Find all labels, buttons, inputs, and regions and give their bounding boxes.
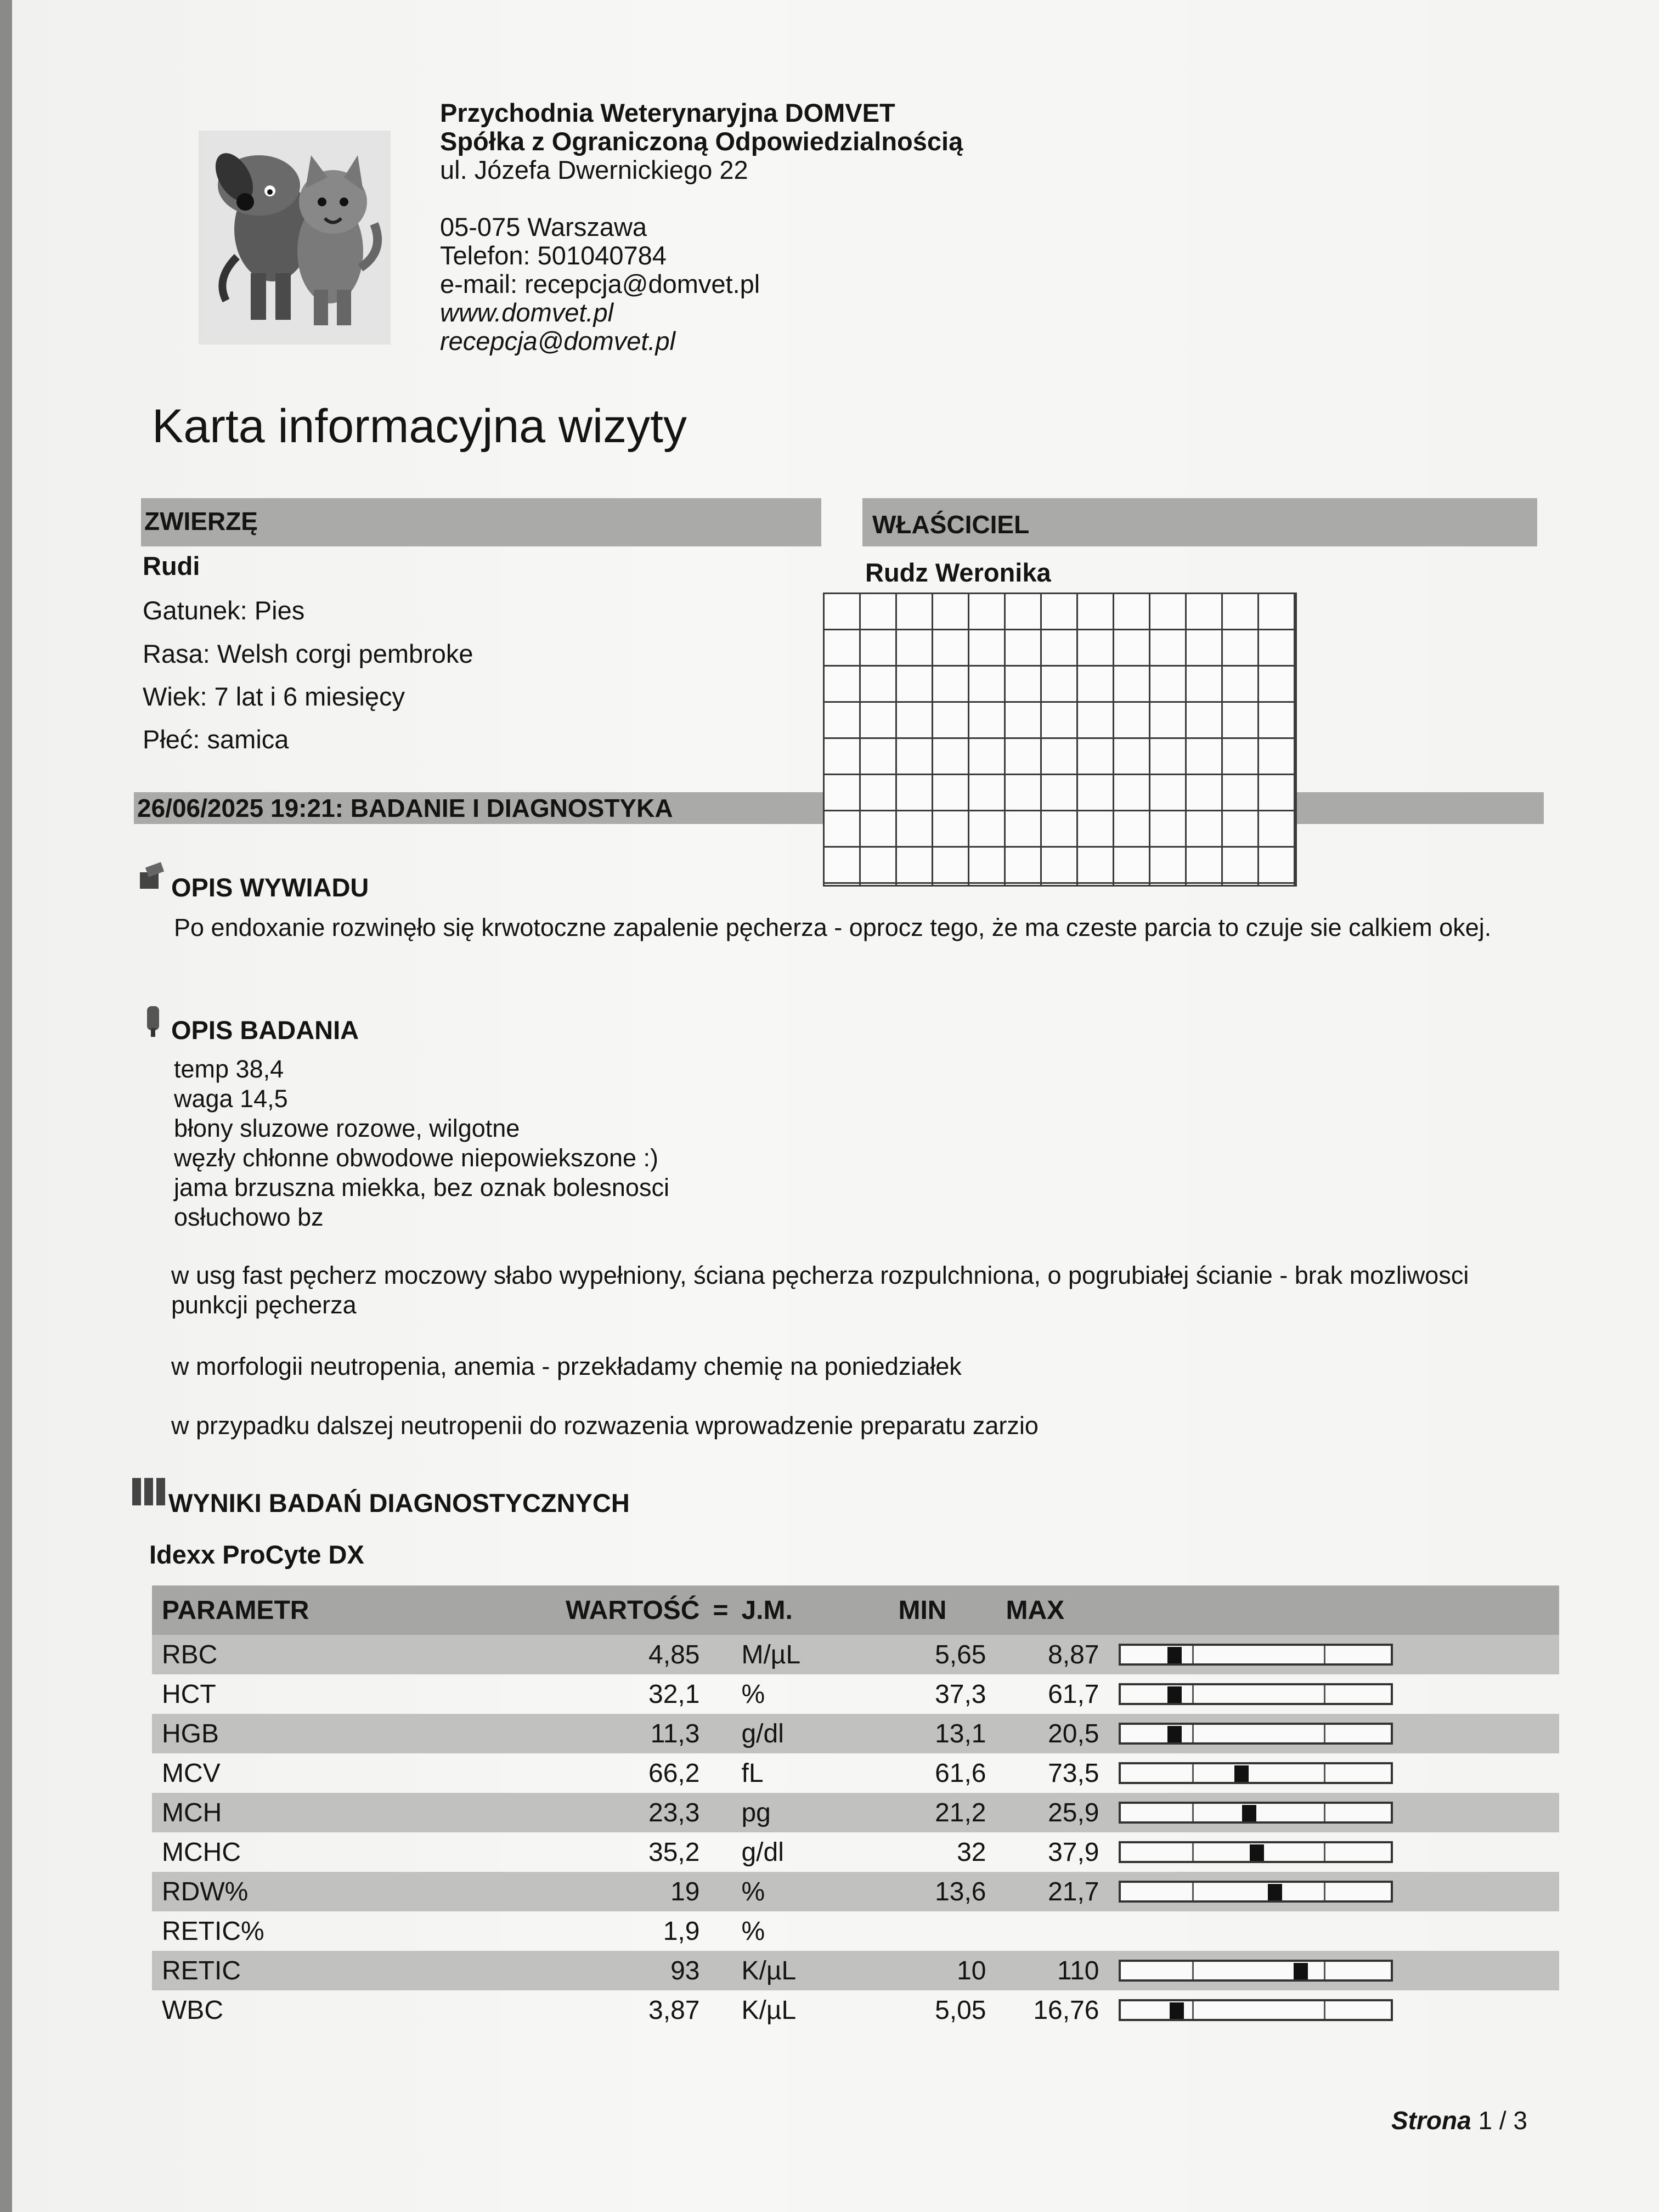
result-range-cell [1109, 1635, 1559, 1674]
clinic-website: www.domvet.pl [440, 298, 614, 327]
range-marker [1170, 2002, 1184, 2019]
owner-name: Rudz Weronika [865, 558, 1051, 587]
result-param: RDW% [152, 1872, 556, 1911]
range-max-line [1324, 1883, 1325, 1900]
col-min: MIN [888, 1585, 996, 1635]
range-min-line [1192, 1962, 1194, 1979]
clinic-company: Spółka z Ograniczoną Odpowiedzialnością [440, 127, 963, 156]
result-min: 10 [888, 1951, 996, 1990]
result-unit: M/µL [731, 1635, 888, 1674]
result-range-cell [1109, 1714, 1559, 1753]
result-value: 32,1 [648, 1679, 700, 1709]
exam-lymph: węzły chłonne obwodowe niepowiekszone :) [174, 1144, 659, 1172]
page-title: Karta informacyjna wizyty [152, 400, 687, 453]
range-marker [1268, 1884, 1282, 1900]
exam-usg: w usg fast pęcherz moczowy słabo wypełniony, ściana pęcherza rozpulchniona, o pogrubiałej ścianie - brak mozliwosci punkcji pęcherza [171, 1261, 1469, 1319]
exam-abdomen: jama brzuszna miekka, bez oznak bolesnosci [174, 1173, 669, 1201]
animal-age: Wiek: 7 lat i 6 miesięcy [143, 682, 405, 711]
clinic-info [440, 99, 963, 356]
range-min-line [1192, 1764, 1194, 1782]
result-unit: pg [731, 1793, 888, 1832]
result-row [152, 1872, 1559, 1911]
result-param: RETIC [152, 1951, 556, 1990]
col-eq: = [709, 1585, 731, 1635]
animal-name: Rudi [143, 551, 200, 580]
clinic-city: 05-075 Warszawa [440, 212, 647, 241]
result-unit: g/dl [741, 1837, 784, 1867]
clinic-email: e-mail: recepcja@domvet.pl [440, 269, 760, 298]
results-header-row [152, 1585, 1559, 1635]
exam-auscultation: osłuchowo bz [174, 1203, 324, 1231]
range-max-line [1324, 1764, 1325, 1782]
result-row [152, 1951, 1559, 1990]
result-min: 5,05 [935, 1995, 986, 2025]
result-min: 37,3 [935, 1679, 986, 1709]
range-marker [1234, 1765, 1249, 1782]
result-value: 1,9 [663, 1916, 700, 1946]
result-value: 3,87 [648, 1995, 700, 2025]
animal-header: ZWIERZĘ [141, 498, 821, 546]
result-param: MCV [162, 1758, 221, 1788]
clinic-logo [193, 125, 396, 350]
animal-species: Gatunek: Pies [143, 596, 305, 625]
result-min: 13,1 [888, 1714, 996, 1753]
result-unit: % [741, 1679, 765, 1709]
result-eq [709, 1872, 731, 1911]
result-min: 32 [957, 1837, 986, 1867]
result-max: 37,9 [1048, 1837, 1099, 1867]
range-bar [1119, 1723, 1393, 1745]
result-eq [709, 1911, 731, 1951]
result-unit: K/µL [731, 1951, 888, 1990]
result-range-cell [1109, 1793, 1559, 1832]
result-value: 4,85 [556, 1635, 709, 1674]
animal-breed: Rasa: Welsh corgi pembroke [143, 639, 473, 668]
result-eq [709, 1753, 731, 1793]
result-eq [709, 1951, 731, 1990]
result-range-cell [1109, 1753, 1559, 1793]
results-device: Idexx ProCyte DX [149, 1540, 364, 1569]
col-max: MAX [996, 1585, 1109, 1635]
result-max: 21,7 [996, 1872, 1109, 1911]
range-min-line [1192, 1646, 1194, 1663]
result-range-cell [1109, 1674, 1559, 1714]
result-value: 66,2 [648, 1758, 700, 1788]
range-max-line [1324, 1646, 1325, 1663]
range-bar [1119, 1762, 1393, 1784]
range-marker [1294, 1963, 1308, 1979]
range-marker [1242, 1805, 1256, 1821]
result-row [152, 1674, 1559, 1714]
result-max: 110 [996, 1951, 1109, 1990]
exam-temp: temp 38,4 [174, 1055, 284, 1083]
range-max-line [1324, 2001, 1325, 2019]
result-row [152, 1753, 1559, 1793]
result-value: 93 [556, 1951, 709, 1990]
result-param: WBC [162, 1995, 223, 2025]
range-marker [1167, 1726, 1182, 1742]
clinic-email-italic: recepcja@domvet.pl [440, 326, 676, 356]
result-min: 5,65 [888, 1635, 996, 1674]
exam-lines [174, 1054, 669, 1232]
range-min-line [1192, 1685, 1194, 1703]
document-page [12, 0, 1659, 2212]
result-row [152, 1911, 1559, 1951]
col-unit: J.M. [731, 1585, 888, 1635]
range-max-line [1324, 1843, 1325, 1861]
result-eq [709, 1714, 731, 1753]
result-max: 61,7 [1048, 1679, 1099, 1709]
result-row [152, 1714, 1559, 1753]
range-min-line [1192, 1883, 1194, 1900]
range-max-line [1324, 1685, 1325, 1703]
result-unit: K/µL [741, 1995, 797, 2025]
exam-plan: w przypadku dalszej neutropenii do rozwazenia wprowadzenie preparatu zarzio [171, 1412, 1039, 1440]
grid-paper-cover [823, 592, 1297, 887]
exam-mucosa: błony sluzowe rozowe, wilgotne [174, 1114, 520, 1142]
clinic-street: ul. Józefa Dwernickiego 22 [440, 155, 748, 184]
range-bar [1119, 1960, 1393, 1982]
range-bar [1119, 1881, 1393, 1903]
result-param: HCT [162, 1679, 216, 1709]
result-eq [709, 1990, 731, 2030]
result-eq [709, 1793, 731, 1832]
result-max: 73,5 [1048, 1758, 1099, 1788]
result-max: 16,76 [1033, 1995, 1099, 2025]
range-marker [1167, 1647, 1182, 1663]
result-row [152, 1990, 1559, 2030]
range-bar [1119, 1999, 1393, 2021]
result-row [152, 1635, 1559, 1674]
result-param: MCH [152, 1793, 556, 1832]
interview-text: Po endoxanie rozwinęło się krwotoczne zapalenie pęcherza - oprocz tego, że ma czeste parcia to czuje sie calkiem okej. [174, 913, 1492, 941]
result-param: RBC [152, 1635, 556, 1674]
result-eq [709, 1674, 731, 1714]
results-title: WYNIKI BADAŃ DIAGNOSTYCZNYCH [168, 1488, 630, 1517]
result-value: 19 [556, 1872, 709, 1911]
result-min: 21,2 [888, 1793, 996, 1832]
range-min-line [1192, 1725, 1194, 1742]
col-param: PARAMETR [152, 1585, 556, 1635]
exam-title: OPIS BADANIA [171, 1015, 359, 1045]
range-min-line [1192, 1843, 1194, 1861]
footer-label: Strona [1391, 2106, 1471, 2135]
lab-tubes-icon [130, 1476, 168, 1509]
interview-title: OPIS WYWIADU [171, 873, 369, 902]
range-min-line [1192, 2001, 1194, 2019]
result-max: 8,87 [996, 1635, 1109, 1674]
result-row [152, 1793, 1559, 1832]
result-max: 25,9 [996, 1793, 1109, 1832]
exam-morph: w morfologii neutropenia, anemia - przekładamy chemię na poniedziałek [171, 1352, 962, 1380]
result-value: 23,3 [556, 1793, 709, 1832]
result-max: 20,5 [996, 1714, 1109, 1753]
range-marker [1250, 1844, 1264, 1861]
result-max [996, 1911, 1109, 1951]
results-table [152, 1585, 1559, 2030]
result-unit: fL [741, 1758, 764, 1788]
exam-weight: waga 14,5 [174, 1085, 288, 1113]
range-bar [1119, 1841, 1393, 1863]
result-min [888, 1911, 996, 1951]
result-range-cell [1109, 1911, 1559, 1951]
page-footer [1391, 2106, 1527, 2135]
col-value: WARTOŚĆ [556, 1585, 709, 1635]
range-bar [1119, 1802, 1393, 1824]
owner-header: WŁAŚCICIEL [862, 498, 1537, 546]
range-marker [1167, 1686, 1182, 1703]
result-eq [709, 1635, 731, 1674]
range-max-line [1324, 1725, 1325, 1742]
range-max-line [1324, 1962, 1325, 1979]
result-row [152, 1832, 1559, 1872]
pen-icon [136, 861, 168, 894]
result-param: MCHC [162, 1837, 241, 1867]
result-param: HGB [152, 1714, 556, 1753]
result-eq [709, 1832, 731, 1872]
range-bar [1119, 1644, 1393, 1666]
result-range-cell [1109, 1832, 1559, 1872]
result-param: RETIC% [162, 1916, 264, 1946]
col-range [1109, 1585, 1559, 1635]
visit-header: 26/06/2025 19:21: BADANIE I DIAGNOSTYKA [134, 792, 1544, 824]
range-max-line [1324, 1804, 1325, 1821]
result-value: 35,2 [648, 1837, 700, 1867]
stethoscope-icon [139, 1004, 167, 1039]
result-min: 61,6 [935, 1758, 986, 1788]
animal-sex: Płeć: samica [143, 725, 289, 754]
result-range-cell [1109, 1872, 1559, 1911]
footer-total: / 3 [1499, 2106, 1527, 2135]
range-min-line [1192, 1804, 1194, 1821]
clinic-phone: Telefon: 501040784 [440, 241, 667, 270]
range-bar [1119, 1683, 1393, 1705]
result-range-cell [1109, 1990, 1559, 2030]
result-unit: % [741, 1916, 765, 1946]
footer-page: 1 [1478, 2106, 1493, 2135]
result-unit: g/dl [731, 1714, 888, 1753]
clinic-name: Przychodnia Weterynaryjna DOMVET [440, 98, 895, 127]
result-unit: % [731, 1872, 888, 1911]
result-range-cell [1109, 1951, 1559, 1990]
result-min: 13,6 [888, 1872, 996, 1911]
result-value: 11,3 [556, 1714, 709, 1753]
